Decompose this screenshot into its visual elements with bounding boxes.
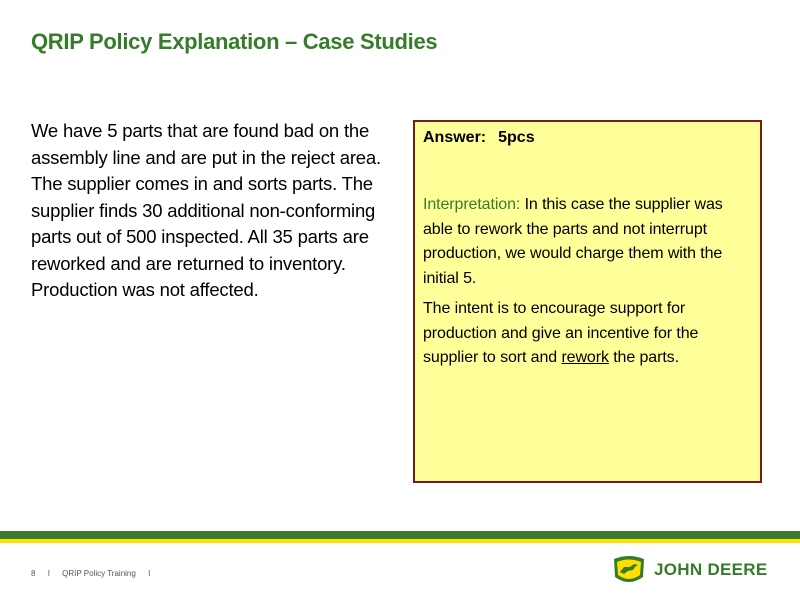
john-deere-logo xyxy=(612,555,768,585)
logo-text: JOHN DEERE xyxy=(654,560,768,579)
slide-title: QRIP Policy Explanation – Case Studies xyxy=(31,29,438,54)
footer-separator: I xyxy=(47,569,50,578)
interpretation-text: In this case the supplier was able to rework the parts and not interrupt production, we would charge them with the initial 5. xyxy=(423,196,723,287)
deer-icon xyxy=(612,555,646,585)
footer-yellow-stripe xyxy=(0,539,800,543)
answer-label: Answer: xyxy=(423,129,487,146)
footer xyxy=(31,569,160,578)
intent-paragraph xyxy=(423,297,752,371)
page-number: 8 xyxy=(31,569,36,578)
intent-end: the parts. xyxy=(608,349,679,366)
case-description: We have 5 parts that are found bad on the assembly line and are put in the reject area. The supplier comes in and sorts parts. The supplier finds 30 additional non-conforming parts out of 500 inspected. All 35 parts are reworked and are returned to inventory. Production was not affected. xyxy=(31,120,381,300)
footer-training-label: QRIP Policy Training xyxy=(62,569,136,578)
rework-underlined: rework xyxy=(561,349,609,366)
footer-green-stripe xyxy=(0,531,800,539)
interpretation-label: Interpretation: xyxy=(423,196,521,213)
footer-separator-end: I xyxy=(148,569,151,578)
answer-line xyxy=(423,129,752,157)
interpretation xyxy=(423,193,752,291)
answer-box xyxy=(413,120,762,483)
answer-value: 5pcs xyxy=(498,129,535,146)
intent-text: The intent is to encourage support for production and give an incentive for the supplier to sort and xyxy=(423,300,699,366)
